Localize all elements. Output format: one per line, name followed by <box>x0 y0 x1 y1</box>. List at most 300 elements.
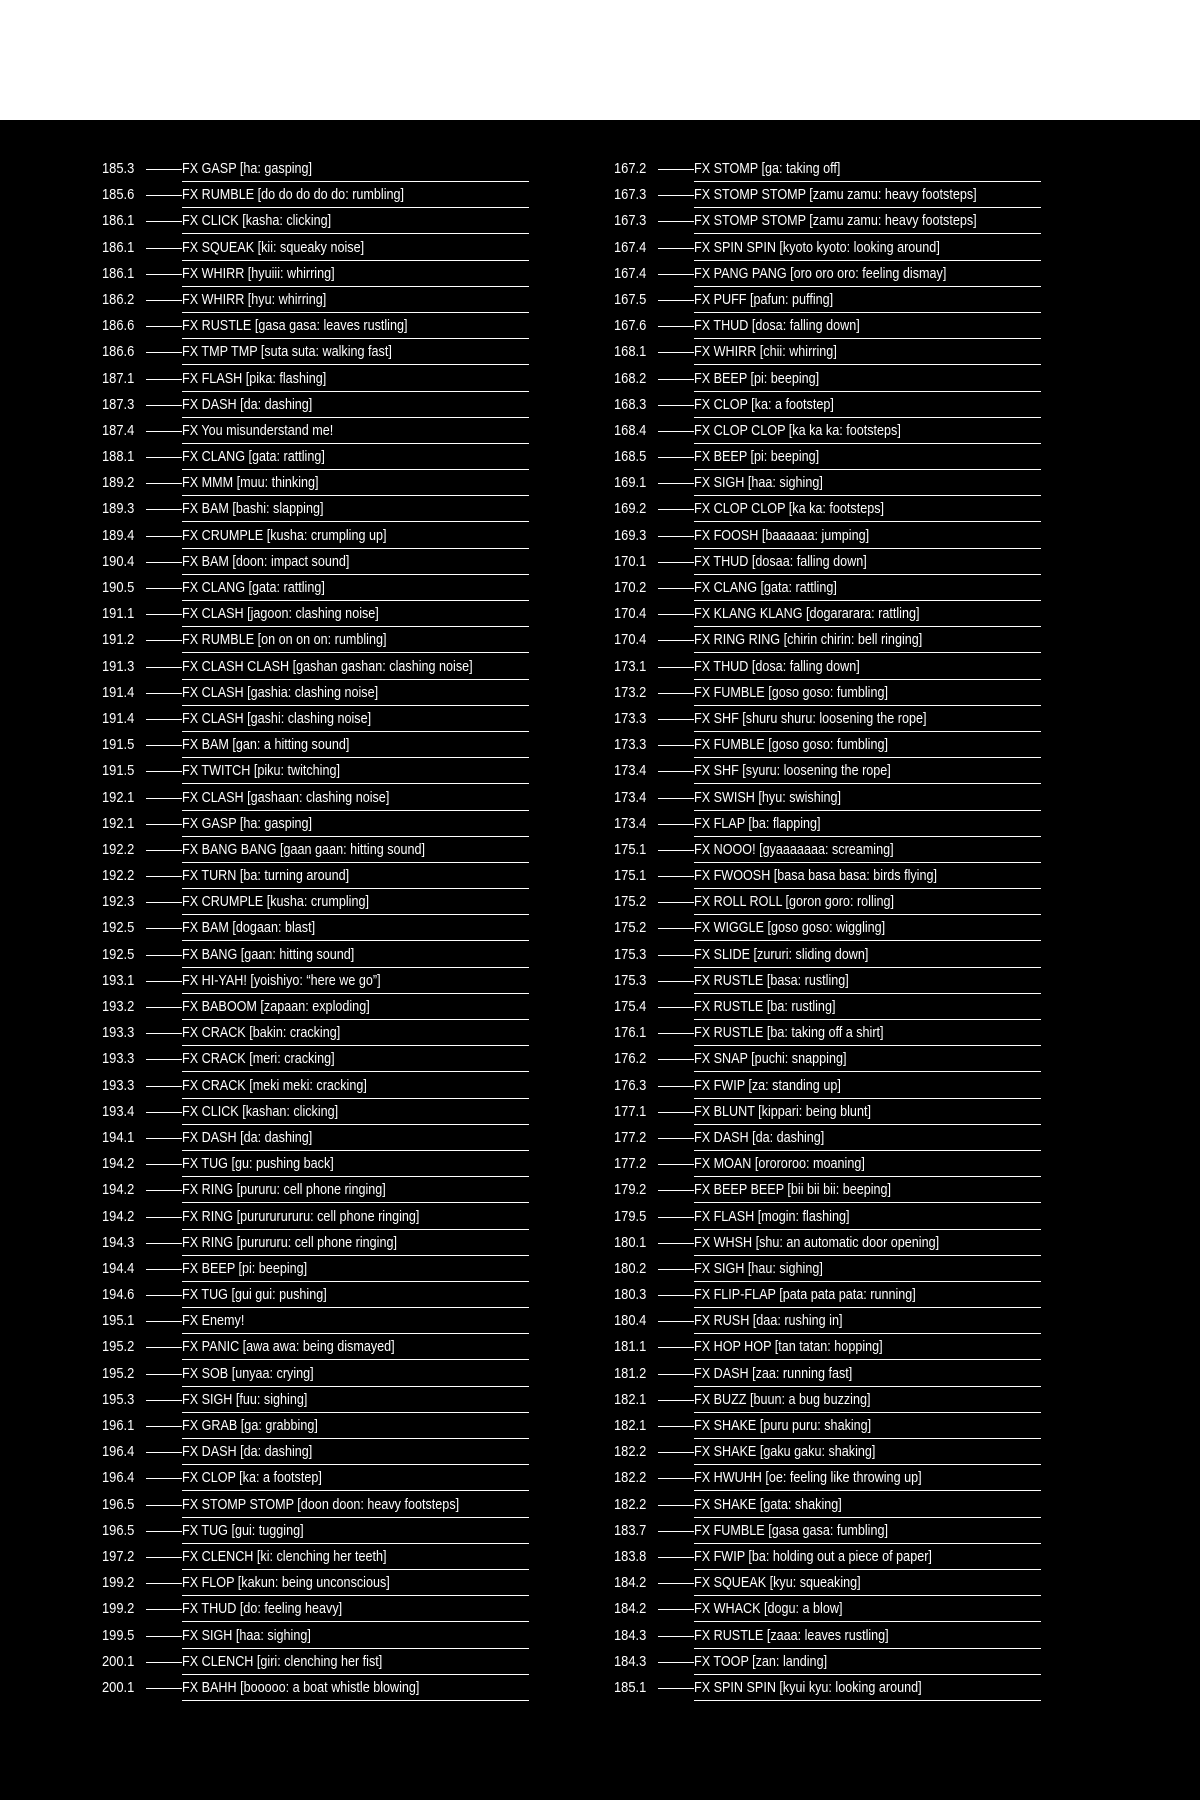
page-panel-number: 196.5 <box>102 1495 135 1513</box>
glossary-entry <box>102 261 529 287</box>
page-panel-number: 180.3 <box>614 1286 647 1304</box>
page-panel-number: 190.4 <box>102 552 135 570</box>
sound-effect-text: FX RUSTLE [ba: rustling] <box>694 998 836 1015</box>
glossary-entry <box>102 549 529 575</box>
leader-line <box>146 771 182 772</box>
leader-line <box>146 1295 182 1296</box>
glossary-entry <box>102 1675 529 1701</box>
page-panel-number: 167.4 <box>614 264 647 282</box>
sound-effect-text: FX SHF [syuru: loosening the rope] <box>694 762 891 780</box>
glossary-entry <box>102 1465 529 1491</box>
leader-line <box>658 431 694 432</box>
leader-line <box>146 850 182 851</box>
glossary-entry <box>102 994 529 1020</box>
page-panel-number: 182.2 <box>614 1443 647 1461</box>
leader-line <box>146 693 182 694</box>
glossary-entry <box>614 1413 1041 1439</box>
glossary-entry <box>102 418 529 444</box>
page-panel-number: 199.2 <box>102 1600 135 1618</box>
page-panel-number: 168.4 <box>614 421 647 439</box>
leader-line <box>146 483 182 484</box>
sound-effect-text: FX CLOP [ka: a footstep] <box>182 1469 322 1487</box>
sound-effect-text: FX RUSTLE [ba: taking off a shirt] <box>694 1024 884 1042</box>
glossary-entry <box>102 182 529 208</box>
page-panel-number: 186.1 <box>102 264 135 282</box>
leader-line <box>146 1531 182 1532</box>
leader-line <box>146 1269 182 1270</box>
leader-line <box>658 693 694 694</box>
leader-line <box>658 771 694 772</box>
glossary-entry <box>614 1465 1041 1491</box>
glossary-entry <box>102 732 529 758</box>
page-panel-number: 193.3 <box>102 1076 135 1094</box>
sound-effect-text: FX BAM [doon: impact sound] <box>182 552 350 570</box>
glossary-entry <box>614 968 1041 994</box>
glossary-entry <box>614 680 1041 706</box>
sound-effect-text: FX RING [purururururu: cell phone ringing] <box>182 1207 420 1225</box>
leader-line <box>658 1190 694 1191</box>
page-panel-number: 170.4 <box>614 631 647 649</box>
sound-effect-text: FX BAM [gan: a hitting sound] <box>182 736 350 754</box>
page-panel-number: 194.6 <box>102 1286 135 1304</box>
leader-line <box>146 1086 182 1087</box>
page-panel-number: 175.3 <box>614 971 647 989</box>
page-panel-number: 167.2 <box>614 160 647 177</box>
leader-line <box>146 1688 182 1689</box>
page-panel-number: 195.2 <box>102 1364 135 1382</box>
glossary-entry <box>614 758 1041 784</box>
leader-line <box>146 1478 182 1479</box>
glossary-entry <box>614 1675 1041 1701</box>
page-panel-number: 192.2 <box>102 867 135 885</box>
sound-effect-text: FX SPIN SPIN [kyui kyu: looking around] <box>694 1678 922 1696</box>
leader-line <box>146 405 182 406</box>
page-panel-number: 175.1 <box>614 840 647 858</box>
leader-line <box>658 850 694 851</box>
leader-line <box>658 1583 694 1584</box>
sound-effect-text: FX PUFF [pafun: puffing] <box>694 290 834 308</box>
glossary-entry <box>102 680 529 706</box>
sound-effect-text: FX TOOP [zan: landing] <box>694 1652 828 1670</box>
sound-effect-text: FX TMP TMP [suta suta: walking fast] <box>182 343 392 361</box>
entry-underline <box>694 1700 1041 1701</box>
page-panel-number: 184.2 <box>614 1600 647 1618</box>
glossary-entry <box>614 496 1041 522</box>
glossary-entry <box>614 1570 1041 1596</box>
leader-line <box>146 1662 182 1663</box>
sound-effect-text: FX SIGH [hau: sighing] <box>694 1259 823 1277</box>
leader-line <box>146 1347 182 1348</box>
glossary-entry <box>614 1596 1041 1622</box>
page-panel-number: 189.4 <box>102 526 135 544</box>
page-panel-number: 168.1 <box>614 343 647 361</box>
leader-line <box>146 352 182 353</box>
glossary-entry <box>102 1099 529 1125</box>
sound-effect-text: FX STOMP STOMP [zamu zamu: heavy footsteps] <box>694 212 977 230</box>
glossary-entry <box>102 1439 529 1465</box>
glossary-entry <box>102 1020 529 1046</box>
sound-effect-text: FX SWISH [hyu: swishing] <box>694 788 842 806</box>
page-panel-number: 181.1 <box>614 1338 647 1356</box>
leader-line <box>658 457 694 458</box>
leader-line <box>658 876 694 877</box>
sound-effect-text: FX CLANG [gata: rattling] <box>694 579 837 596</box>
page-panel-number: 168.5 <box>614 448 647 466</box>
glossary-entry <box>614 1256 1041 1282</box>
leader-line <box>146 1217 182 1218</box>
leader-line <box>658 955 694 956</box>
glossary-entry <box>102 470 529 496</box>
page-panel-number: 200.1 <box>102 1652 135 1670</box>
page-panel-number: 167.3 <box>614 212 647 230</box>
page-panel-number: 169.3 <box>614 526 647 544</box>
glossary-entry <box>614 942 1041 968</box>
leader-line <box>658 509 694 510</box>
glossary-entry <box>614 470 1041 496</box>
sound-effect-text: FX THUD [dosaa: falling down] <box>694 552 867 570</box>
glossary-entry <box>102 1282 529 1308</box>
glossary-entry <box>614 785 1041 811</box>
glossary-entry <box>102 313 529 339</box>
page-panel-number: 185.1 <box>614 1678 647 1696</box>
glossary-entry <box>102 811 529 837</box>
sound-effect-text: FX WIGGLE [goso goso: wiggling] <box>694 919 886 937</box>
sound-effect-text: FX BAM [bashi: slapping] <box>182 500 324 518</box>
sound-effect-text: FX FOOSH [baaaaaa: jumping] <box>694 526 870 544</box>
sound-effect-text: FX SHF [shuru shuru: loosening the rope] <box>694 709 927 727</box>
page-panel-number: 192.3 <box>102 893 135 911</box>
page-panel-number: 199.5 <box>102 1626 135 1644</box>
page-panel-number: 197.2 <box>102 1547 135 1565</box>
sound-effect-text: FX HI-YAH! [yoishiyo: “here we go”] <box>182 971 381 989</box>
sound-effect-text: FX BAM [dogaan: blast] <box>182 919 316 937</box>
page-panel-number: 180.4 <box>614 1312 647 1330</box>
leader-line <box>658 1347 694 1348</box>
sound-effect-text: FX TUG [gu: pushing back] <box>182 1155 334 1173</box>
glossary-entry <box>614 915 1041 941</box>
page-panel-number: 169.2 <box>614 500 647 518</box>
sound-effect-text: FX SHAKE [puru puru: shaking] <box>694 1417 872 1434</box>
sound-effect-text: FX FLOP [kakun: being unconscious] <box>182 1574 390 1592</box>
sound-effect-text: FX RUSH [daa: rushing in] <box>694 1312 843 1330</box>
page-panel-number: 173.3 <box>614 736 647 754</box>
sound-effect-text: FX ROLL ROLL [goron goro: rolling] <box>694 893 895 911</box>
sound-effect-text: FX Enemy! <box>182 1312 245 1330</box>
sound-effect-text: FX CLANG [gata: rattling] <box>182 579 325 596</box>
sound-effect-text: FX MOAN [orororoo: moaning] <box>694 1155 865 1173</box>
glossary-entry <box>614 208 1041 234</box>
glossary-entry <box>614 1204 1041 1230</box>
leader-line <box>146 1583 182 1584</box>
leader-line <box>658 798 694 799</box>
glossary-entry <box>102 444 529 470</box>
glossary-entry <box>614 1492 1041 1518</box>
leader-line <box>658 745 694 746</box>
glossary-entry <box>614 156 1041 182</box>
page-panel-number: 175.4 <box>614 998 647 1015</box>
leader-line <box>146 248 182 249</box>
sound-effect-text: FX CLOP CLOP [ka ka: footsteps] <box>694 500 885 518</box>
glossary-entry <box>102 1151 529 1177</box>
glossary-entry <box>102 1492 529 1518</box>
sound-effect-text: FX RUMBLE [on on on on: rumbling] <box>182 631 387 649</box>
sound-effects-glossary-page <box>0 120 1200 1800</box>
leader-line <box>658 248 694 249</box>
page-panel-number: 168.2 <box>614 369 647 387</box>
leader-line <box>146 221 182 222</box>
glossary-entry <box>614 1544 1041 1570</box>
page-panel-number: 168.3 <box>614 395 647 413</box>
page-panel-number: 170.2 <box>614 579 647 596</box>
sound-effect-text: FX BUZZ [buun: a bug buzzing] <box>694 1390 871 1408</box>
leader-line <box>658 1374 694 1375</box>
page-panel-number: 199.2 <box>102 1574 135 1592</box>
sound-effect-text: FX SHAKE [gata: shaking] <box>694 1495 842 1513</box>
sound-effect-text: FX CRACK [bakin: cracking] <box>182 1024 341 1042</box>
sound-effect-text: FX BANG [gaan: hitting sound] <box>182 945 355 963</box>
glossary-entry <box>102 968 529 994</box>
leader-line <box>658 1452 694 1453</box>
page-panel-number: 195.2 <box>102 1338 135 1356</box>
sound-effect-text: FX BABOOM [zapaan: exploding] <box>182 998 370 1015</box>
leader-line <box>658 483 694 484</box>
page-panel-number: 196.1 <box>102 1417 135 1434</box>
sound-effect-text: FX CLOP CLOP [ka ka ka: footsteps] <box>694 421 901 439</box>
glossary-entry <box>614 706 1041 732</box>
leader-line <box>146 509 182 510</box>
leader-line <box>146 326 182 327</box>
sound-effect-text: FX BEEP [pi: beeping] <box>694 448 820 466</box>
leader-line <box>658 562 694 563</box>
glossary-entry <box>614 1334 1041 1360</box>
leader-line <box>146 981 182 982</box>
leader-line <box>658 1636 694 1637</box>
leader-line <box>146 640 182 641</box>
leader-line <box>658 195 694 196</box>
leader-line <box>146 798 182 799</box>
page-panel-number: 195.1 <box>102 1312 135 1330</box>
glossary-entry <box>102 1518 529 1544</box>
page-panel-number: 173.4 <box>614 814 647 832</box>
glossary-entry <box>102 287 529 313</box>
leader-line <box>146 379 182 380</box>
leader-line <box>146 431 182 432</box>
sound-effect-text: FX CLOP [ka: a footstep] <box>694 395 834 413</box>
page-panel-number: 189.2 <box>102 474 135 492</box>
glossary-column-right <box>614 156 1041 1701</box>
leader-line <box>658 1557 694 1558</box>
leader-line <box>146 195 182 196</box>
leader-line <box>658 274 694 275</box>
page-panel-number: 177.2 <box>614 1128 647 1146</box>
leader-line <box>146 536 182 537</box>
glossary-entry <box>102 496 529 522</box>
glossary-entry <box>614 863 1041 889</box>
sound-effect-text: FX DASH [da: dashing] <box>694 1128 825 1146</box>
page-panel-number: 176.2 <box>614 1050 647 1068</box>
glossary-entry <box>102 1308 529 1334</box>
sound-effect-text: FX SIGH [haa: sighing] <box>694 474 823 492</box>
glossary-entry <box>102 1361 529 1387</box>
leader-line <box>658 640 694 641</box>
glossary-entry <box>102 1387 529 1413</box>
glossary-entry <box>102 339 529 365</box>
page-panel-number: 185.3 <box>102 160 135 177</box>
sound-effect-text: FX FWOOSH [basa basa basa: birds flying] <box>694 867 937 885</box>
glossary-entry <box>102 1256 529 1282</box>
top-margin <box>0 0 1200 120</box>
sound-effect-text: FX WHIRR [hyuiii: whirring] <box>182 264 335 282</box>
entry-underline <box>182 1700 529 1701</box>
page-panel-number: 175.1 <box>614 867 647 885</box>
page-panel-number: 194.2 <box>102 1181 135 1199</box>
leader-line <box>658 221 694 222</box>
sound-effect-text: FX WHACK [dogu: a blow] <box>694 1600 843 1618</box>
glossary-entry <box>102 627 529 653</box>
glossary-entry <box>102 889 529 915</box>
leader-line <box>146 1374 182 1375</box>
page-panel-number: 192.1 <box>102 814 135 832</box>
sound-effect-text: FX BEEP [pi: beeping] <box>694 369 820 387</box>
glossary-entry <box>614 732 1041 758</box>
page-panel-number: 184.3 <box>614 1626 647 1644</box>
glossary-entry <box>102 654 529 680</box>
sound-effect-text: FX RING [purururu: cell phone ringing] <box>182 1233 398 1251</box>
page-panel-number: 169.1 <box>614 474 647 492</box>
page-panel-number: 192.5 <box>102 919 135 937</box>
leader-line <box>146 1426 182 1427</box>
glossary-entry <box>614 1308 1041 1334</box>
leader-line <box>658 1164 694 1165</box>
glossary-entry <box>102 1046 529 1072</box>
page-panel-number: 186.2 <box>102 290 135 308</box>
leader-line <box>146 1505 182 1506</box>
sound-effect-text: FX You misunderstand me! <box>182 421 334 439</box>
leader-line <box>146 1609 182 1610</box>
glossary-entry <box>614 1020 1041 1046</box>
sound-effect-text: FX FWIP [ba: holding out a piece of paper] <box>694 1547 932 1565</box>
leader-line <box>658 1243 694 1244</box>
glossary-entry <box>102 1544 529 1570</box>
leader-line <box>658 1400 694 1401</box>
page-panel-number: 193.3 <box>102 1050 135 1068</box>
page-panel-number: 167.5 <box>614 290 647 308</box>
leader-line <box>146 824 182 825</box>
page-panel-number: 193.4 <box>102 1102 135 1120</box>
sound-effect-text: FX HWUHH [oe: feeling like throwing up] <box>694 1469 922 1487</box>
page-panel-number: 196.5 <box>102 1521 135 1539</box>
page-panel-number: 179.2 <box>614 1181 647 1199</box>
leader-line <box>658 1531 694 1532</box>
leader-line <box>146 1138 182 1139</box>
leader-line <box>658 1269 694 1270</box>
glossary-entry <box>614 313 1041 339</box>
page-panel-number: 194.1 <box>102 1128 135 1146</box>
glossary-entry <box>614 1073 1041 1099</box>
sound-effect-text: FX RUSTLE [zaaa: leaves rustling] <box>694 1626 889 1644</box>
sound-effect-text: FX CLASH [gashaan: clashing noise] <box>182 788 390 806</box>
glossary-entry <box>614 654 1041 680</box>
sound-effect-text: FX FLAP [ba: flapping] <box>694 814 821 832</box>
glossary-entry <box>614 1177 1041 1203</box>
page-panel-number: 177.1 <box>614 1102 647 1120</box>
sound-effect-text: FX RUMBLE [do do do do do: rumbling] <box>182 186 405 204</box>
sound-effect-text: FX SPIN SPIN [kyoto kyoto: looking around] <box>694 238 940 256</box>
glossary-entry <box>102 208 529 234</box>
page-panel-number: 176.1 <box>614 1024 647 1042</box>
leader-line <box>658 1138 694 1139</box>
glossary-entry <box>614 418 1041 444</box>
leader-line <box>658 405 694 406</box>
sound-effect-text: FX NOOO! [gyaaaaaaa: screaming] <box>694 840 894 858</box>
glossary-entry <box>102 863 529 889</box>
page-panel-number: 179.5 <box>614 1207 647 1225</box>
page-panel-number: 173.3 <box>614 709 647 727</box>
sound-effect-text: FX DASH [da: dashing] <box>182 1128 313 1146</box>
glossary-entry <box>614 339 1041 365</box>
sound-effect-text: FX WHIRR [hyu: whirring] <box>182 290 327 308</box>
leader-line <box>658 1295 694 1296</box>
leader-line <box>658 1609 694 1610</box>
page-panel-number: 191.4 <box>102 709 135 727</box>
sound-effect-text: FX CLICK [kashan: clicking] <box>182 1102 339 1120</box>
glossary-entry <box>614 1230 1041 1256</box>
page-panel-number: 191.5 <box>102 762 135 780</box>
page-panel-number: 193.2 <box>102 998 135 1015</box>
leader-line <box>658 1217 694 1218</box>
leader-line <box>146 719 182 720</box>
sound-effect-text: FX SHAKE [gaku gaku: shaking] <box>694 1443 876 1461</box>
leader-line <box>146 274 182 275</box>
sound-effect-text: FX RING [pururu: cell phone ringing] <box>182 1181 386 1199</box>
sound-effect-text: FX DASH [da: dashing] <box>182 395 313 413</box>
sound-effect-text: FX CLANG [gata: rattling] <box>182 448 325 466</box>
leader-line <box>658 588 694 589</box>
glossary-entry <box>102 758 529 784</box>
glossary-entry <box>614 1099 1041 1125</box>
sound-effect-text: FX BANG BANG [gaan gaan: hitting sound] <box>182 840 426 858</box>
page-panel-number: 194.4 <box>102 1259 135 1277</box>
page-panel-number: 175.3 <box>614 945 647 963</box>
page-panel-number: 187.3 <box>102 395 135 413</box>
page-panel-number: 186.6 <box>102 317 135 335</box>
sound-effect-text: FX FUMBLE [goso goso: fumbling] <box>694 683 888 701</box>
page-panel-number: 192.2 <box>102 840 135 858</box>
sound-effect-text: FX SLIDE [zururi: sliding down] <box>694 945 869 963</box>
glossary-entry <box>614 627 1041 653</box>
page-panel-number: 194.2 <box>102 1207 135 1225</box>
sound-effect-text: FX FWIP [za: standing up] <box>694 1076 841 1094</box>
glossary-entry <box>102 366 529 392</box>
leader-line <box>658 1426 694 1427</box>
page-panel-number: 177.2 <box>614 1155 647 1173</box>
page-panel-number: 194.3 <box>102 1233 135 1251</box>
page-panel-number: 200.1 <box>102 1678 135 1696</box>
sound-effect-text: FX DASH [zaa: running fast] <box>694 1364 853 1382</box>
leader-line <box>658 902 694 903</box>
leader-line <box>146 1112 182 1113</box>
sound-effect-text: FX CRUMPLE [kusha: crumpling up] <box>182 526 387 544</box>
sound-effect-text: FX CLASH [gashi: clashing noise] <box>182 709 372 727</box>
sound-effect-text: FX CLENCH [giri: clenching her fist] <box>182 1652 383 1670</box>
page-panel-number: 196.4 <box>102 1469 135 1487</box>
page-panel-number: 184.3 <box>614 1652 647 1670</box>
sound-effect-text: FX PANG PANG [oro oro oro: feeling dismay] <box>694 264 947 282</box>
page-panel-number: 182.1 <box>614 1417 647 1434</box>
glossary-entry <box>102 785 529 811</box>
leader-line <box>658 352 694 353</box>
glossary-entry <box>614 1151 1041 1177</box>
